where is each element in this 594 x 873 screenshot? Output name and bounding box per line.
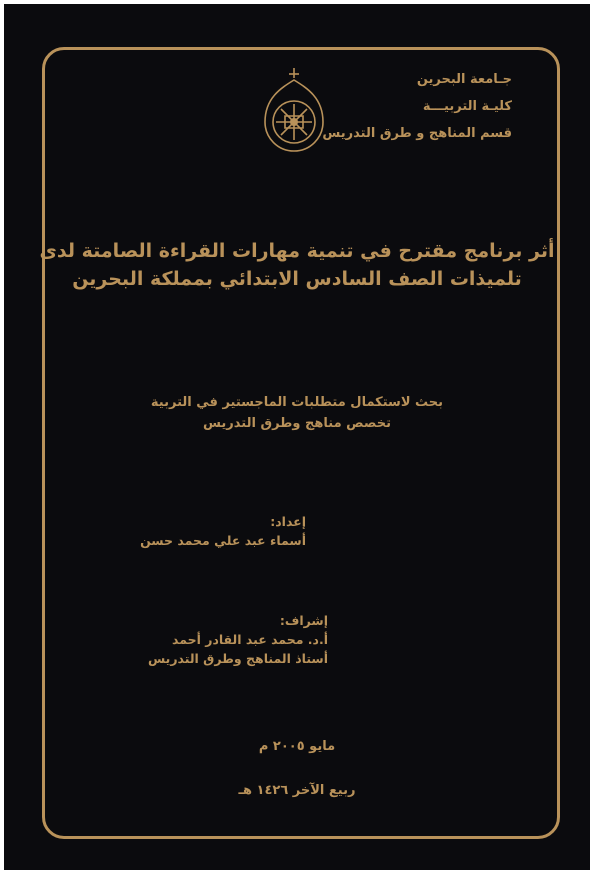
author-label: إعداد: (270, 514, 306, 529)
department-name: قسم المناهج و طرق التدريس (322, 126, 512, 141)
thesis-title-line-2: تلميذات الصف السادس الابتدائي بمملكة البحرين (72, 268, 522, 290)
university-name: جـامعة البحرين (416, 72, 512, 87)
date-gregorian: مايو ٢٠٠٥ م (258, 739, 336, 754)
thesis-title-line-1: أثر برنامج مقترح في تنمية مهارات القراءة الصامتة لدى (39, 240, 555, 262)
gold-frame (42, 47, 560, 839)
date-hijri: ربيع الآخر ١٤٢٦ هـ (238, 783, 356, 798)
author-block (140, 514, 306, 552)
supervisor-block (148, 613, 328, 670)
college-name: كليـة التربيـــة (422, 99, 512, 114)
author-name: أسماء عبد علي محمد حسن (140, 533, 306, 548)
supervisor-name: أ.د. محمد عبد القادر أحمد (172, 632, 328, 647)
university-seal-icon (259, 64, 329, 160)
supervisor-label: إشراف: (279, 613, 328, 628)
supervisor-title: أستاذ المناهج وطرق التدريس (147, 651, 328, 666)
degree-statement: بحث لاستكمال متطلبات الماجستير في التربية (150, 395, 444, 410)
specialization: تخصص مناهج وطرق التدريس (203, 416, 391, 431)
